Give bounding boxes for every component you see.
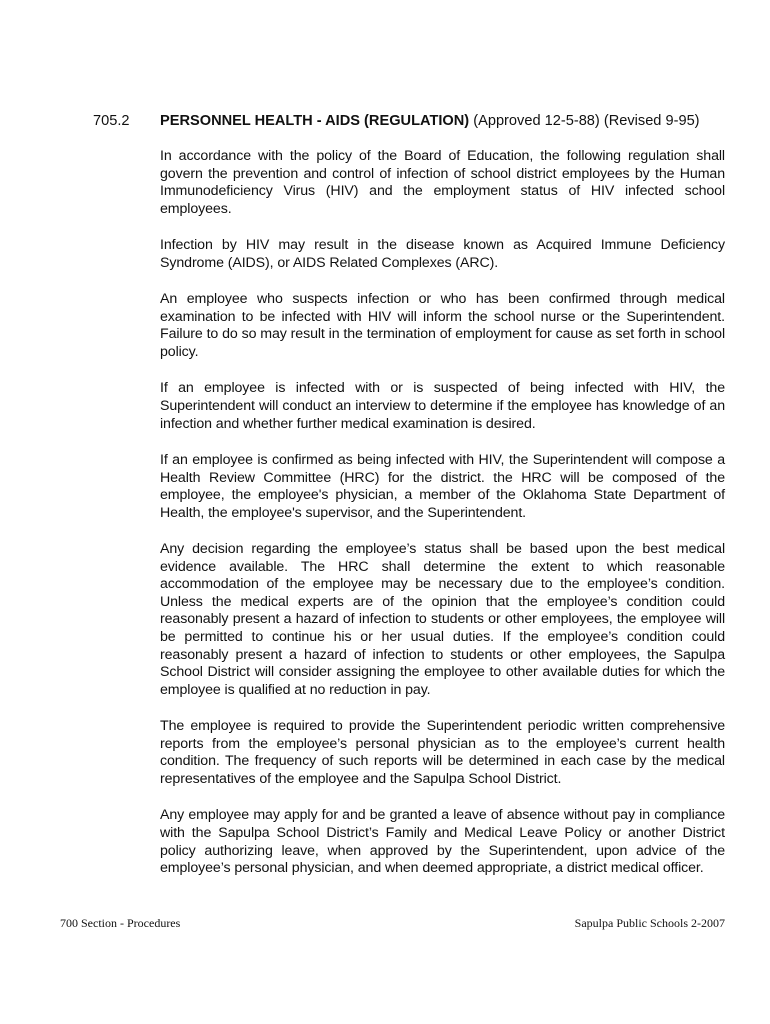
regulation-body [160, 148, 725, 897]
paragraph-reporting: An employee who suspects infection or who has been confirmed through medical examination to be infected with HIV will inform the school nurse or the Superintendent. Failure to do so may result in the termination of employment for cause as set forth in school policy. [160, 291, 725, 360]
paragraph-leave: Any employee may apply for and be granted a leave of absence without pay in compliance with the Sapulpa School District’s Family and Medical Leave Policy or another District policy authorizing leave, when approved by the Superintendent, upon advice of the employee’s personal physician, and when deemed appropriate, a district medical officer. [160, 807, 725, 877]
paragraph-status-decision: Any decision regarding the employee’s status shall be based upon the best medical evidence available. The HRC shall determine the extent to which reasonable accommodation of the employee may be necessary due to the employee’s condition. Unless the medical experts are of the opinion that the employee’s condition could reasonably present a hazard of infection to students or other employees, the employee will be permitted to continue his or her usual duties. If the employee’s condition could reasonably present a hazard of infection to students or other employees, the Sapulpa School District will consider assigning the employee to other available duties for which the employee is qualified at no reduction in pay. [160, 541, 725, 698]
section-heading [93, 112, 733, 131]
paragraph-hrc: If an employee is confirmed as being infected with HIV, the Superintendent will compose a Health Review Committee (HRC) for the district. the HRC will be composed of the employee, the employee's physician, a member of the Oklahoma State Department of Health, the employee's supervisor, and the Superintendent. [160, 451, 725, 521]
paragraph-infection: Infection by HIV may result in the disease known as Acquired Immune Deficiency Syndrome (AIDS), or AIDS Related Complexes (ARC). [160, 237, 725, 271]
footer-section-label: 700 Section - Procedures [60, 916, 181, 930]
section-number: 705.2 [93, 113, 130, 129]
paragraph-interview: If an employee is infected with or is suspected of being infected with HIV, the Superintendent will conduct an interview to determine if the employee has knowledge of an infection and whether further medical examination is desired. [160, 380, 725, 432]
paragraph-reports: The employee is required to provide the Superintendent periodic written comprehensive reports from the employee’s personal physician as to the employee’s current health condition. The frequency of such reports will be determined in each case by the medical representatives of the employee and the Sapulpa School District. [160, 718, 725, 787]
approval-dates: (Approved 12-5-88) (Revised 9-95) [473, 113, 700, 129]
footer-publisher: Sapulpa Public Schools 2-2007 [574, 916, 725, 930]
paragraph-intro: In accordance with the policy of the Board of Education, the following regulation shall govern the prevention and control of infection of school district employees by the Human Immunodeficiency Virus (HIV) and the employment status of HIV infected school employees. [160, 148, 725, 217]
section-title: PERSONNEL HEALTH - AIDS (REGULATION) [160, 113, 470, 129]
